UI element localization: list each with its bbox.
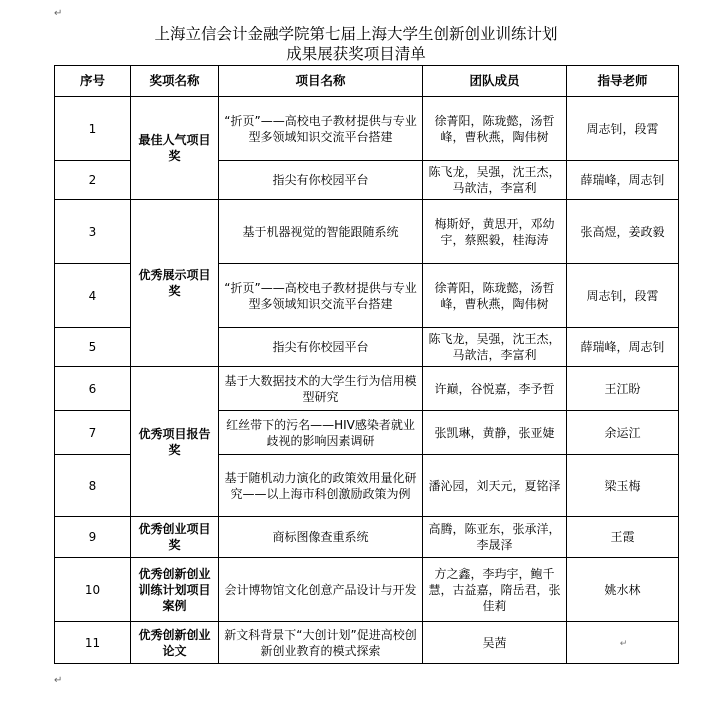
header-award: 奖项名称 (131, 66, 219, 97)
project-name: 红丝带下的污名——HIV感染者就业歧视的影响因素调研 (219, 411, 423, 455)
advisor: 梁玉梅 (567, 455, 679, 517)
table-row (55, 200, 679, 264)
table-row (55, 622, 679, 664)
project-name: 会计博物馆文化创意产品设计与开发 (219, 558, 423, 622)
advisor: 余运江 (567, 411, 679, 455)
project-name: 新文科背景下“大创计划”促进高校创新创业教育的模式探索 (219, 622, 423, 664)
advisor: 张高煜，姜政毅 (567, 200, 679, 264)
project-name: “折页”——高校电子教材提供与专业型多领域知识交流平台搭建 (219, 264, 423, 328)
team-members: 高腾，陈亚东，张承洋，李晟泽 (423, 517, 567, 558)
team-members: 徐菁阳，陈珑懿，汤哲峰，曹秋燕，陶伟树 (423, 97, 567, 161)
project-name: “折页”——高校电子教材提供与专业型多领域知识交流平台搭建 (219, 97, 423, 161)
table-row (55, 367, 679, 411)
row-number: 8 (55, 455, 131, 517)
team-members: 方之鑫，李玙宇，鲍千慧，古益嘉，隋岳君，张佳莉 (423, 558, 567, 622)
team-members: 梅斯妤，黄思开，邓幼宇，蔡熙毅，桂海涛 (423, 200, 567, 264)
header-project: 项目名称 (219, 66, 423, 97)
table-row (55, 558, 679, 622)
advisor: 薛瑞峰，周志钊 (567, 328, 679, 367)
award-best-popular: 最佳人气项目奖 (131, 97, 219, 200)
row-number: 11 (55, 622, 131, 664)
row-number: 4 (55, 264, 131, 328)
advisor (567, 622, 679, 664)
award-excellent-paper: 优秀创新创业论文 (131, 622, 219, 664)
awards-table (54, 65, 679, 664)
row-number: 2 (55, 161, 131, 200)
table-header-row (55, 66, 679, 97)
award-excellent-case: 优秀创新创业训练计划项目案例 (131, 558, 219, 622)
header-advisor: 指导老师 (567, 66, 679, 97)
paragraph-mark: ↵ (54, 8, 63, 19)
row-number: 1 (55, 97, 131, 161)
project-name: 指尖有你校园平台 (219, 328, 423, 367)
advisor: 王霞 (567, 517, 679, 558)
project-name: 指尖有你校园平台 (219, 161, 423, 200)
table-row (55, 97, 679, 161)
document-title-line-2: 成果展获奖项目清单 (286, 45, 426, 63)
row-number: 5 (55, 328, 131, 367)
table-row (55, 517, 679, 558)
project-name: 基于随机动力演化的政策效用量化研究——以上海市科创激励政策为例 (219, 455, 423, 517)
team-members: 陈飞龙，吴强，沈王杰，马歆洁，李富利 (423, 161, 567, 200)
team-members: 陈飞龙，吴强，沈王杰，马歆洁，李富利 (423, 328, 567, 367)
team-members: 徐菁阳，陈珑懿，汤哲峰，曹秋燕，陶伟树 (423, 264, 567, 328)
team-members: 潘沁园，刘天元，夏铭泽 (423, 455, 567, 517)
advisor: 薛瑞峰，周志钊 (567, 161, 679, 200)
advisor: 周志钊，段霄 (567, 97, 679, 161)
advisor: 王江盼 (567, 367, 679, 411)
advisor: 姚水林 (567, 558, 679, 622)
award-excellent-exhibition: 优秀展示项目奖 (131, 200, 219, 367)
team-members: 许巅，谷悦嘉，李予哲 (423, 367, 567, 411)
project-name: 商标图像查重系统 (219, 517, 423, 558)
paragraph-mark-end: ↵ (54, 675, 63, 686)
header-no: 序号 (55, 66, 131, 97)
project-name: 基于大数据技术的大学生行为信用模型研究 (219, 367, 423, 411)
advisor: 周志钊，段霄 (567, 264, 679, 328)
award-excellent-report: 优秀项目报告奖 (131, 367, 219, 517)
project-name: 基于机器视觉的智能跟随系统 (219, 200, 423, 264)
row-number: 7 (55, 411, 131, 455)
cell-end-mark: ↵ (619, 638, 628, 649)
header-members: 团队成员 (423, 66, 567, 97)
document-title-line-1: 上海立信会计金融学院第七届上海大学生创新创业训练计划 (154, 25, 558, 43)
team-members: 张凯琳，黄静，张亚婕 (423, 411, 567, 455)
row-number: 3 (55, 200, 131, 264)
award-excellent-startup: 优秀创业项目奖 (131, 517, 219, 558)
team-members: 吴茜 (423, 622, 567, 664)
row-number: 9 (55, 517, 131, 558)
row-number: 10 (55, 558, 131, 622)
row-number: 6 (55, 367, 131, 411)
